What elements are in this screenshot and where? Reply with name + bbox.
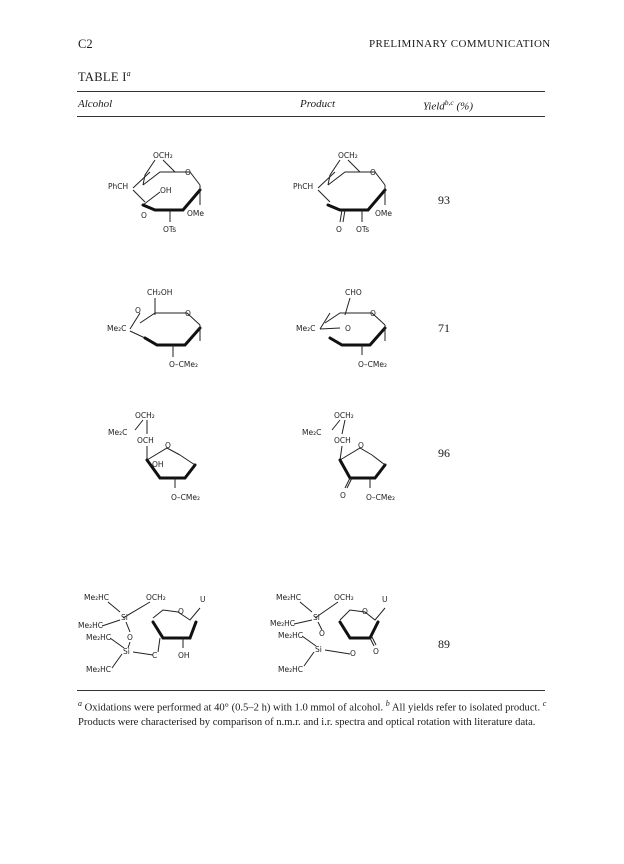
label-ring-o: O <box>362 607 368 616</box>
label-oh: OH <box>178 651 190 660</box>
label-ome: OMe <box>187 209 204 218</box>
row3-yield: 96 <box>438 446 450 460</box>
yield-footnote-marks: b,c <box>444 98 454 107</box>
row1-product-structure <box>290 150 410 235</box>
running-head: PRELIMINARY COMMUNICATION <box>369 38 551 50</box>
label-si-2: Si <box>123 647 130 656</box>
label-me2hc-4: Me₂HC <box>86 665 111 674</box>
row3-product-structure <box>290 410 410 505</box>
label-ring-o: O <box>370 168 376 177</box>
label-me2c: Me₂C <box>108 428 128 437</box>
label-me2c: Me₂C <box>296 324 316 333</box>
footnote-mark-b: b <box>385 699 390 708</box>
label-o: O <box>319 629 325 638</box>
row2-alcohol-structure <box>105 283 225 375</box>
label-me2c: Me₂C <box>107 324 127 333</box>
label-och2: OCH₂ <box>135 411 155 420</box>
footnote-mark-c: c <box>542 699 547 708</box>
table-footnote <box>78 697 548 731</box>
footnote-text-a: Oxidations were performed at 40° (0.5–2 h) with 1.0 mmol of alcohol. <box>84 702 384 714</box>
label-me2hc-4: Me₂HC <box>278 665 303 674</box>
label-ring-o: O <box>185 168 191 177</box>
label-carbonyl-o: O <box>336 225 342 234</box>
label-u: U <box>200 595 206 604</box>
label-c: C <box>152 651 158 660</box>
table-title-footnote-mark: a <box>126 69 131 78</box>
label-ch2oh: CH₂OH <box>147 288 173 297</box>
label-me2hc-1: Me₂HC <box>276 593 301 602</box>
label-si-1: Si <box>313 613 320 622</box>
footnote-text-c: Products were characterised by comparison of n.m.r. and i.r. spectra and optical rotation with literature data. <box>78 717 536 729</box>
row4-product-structure <box>270 590 420 685</box>
label-me2hc-3: Me₂HC <box>278 631 303 640</box>
label-o: O <box>127 633 133 642</box>
yield-unit: (%) <box>456 100 474 113</box>
table-top-rule <box>77 91 545 92</box>
row4-yield: 89 <box>438 637 450 651</box>
label-o: O <box>345 324 351 333</box>
label-si-2: Si <box>315 645 322 654</box>
page-number: C2 <box>78 37 93 51</box>
label-och: OCH <box>334 436 351 445</box>
label-ocme2: O–CMe₂ <box>171 493 200 502</box>
label-oh: OH <box>160 186 172 195</box>
label-ots: OTs <box>356 225 370 234</box>
label-och2: OCH₂ <box>334 411 354 420</box>
label-me2c: Me₂C <box>302 428 322 437</box>
row2-yield: 71 <box>438 321 450 335</box>
row2-product-structure <box>290 283 410 375</box>
label-o: O <box>135 306 141 315</box>
label-me2hc-2: Me₂HC <box>78 621 103 630</box>
row1-alcohol-structure <box>105 150 225 235</box>
row1-yield: 93 <box>438 193 450 207</box>
label-ring-o: O <box>178 607 184 616</box>
label-ring-o: O <box>185 309 191 318</box>
label-och2: OCH₂ <box>338 151 358 160</box>
label-oh: OH <box>152 460 164 469</box>
label-bridge-o: O <box>350 649 356 658</box>
label-u: U <box>382 595 388 604</box>
label-carbonyl-o: O <box>373 647 379 656</box>
label-si-1: Si <box>121 613 128 622</box>
label-phch: PhCH <box>293 182 314 191</box>
label-och: OCH <box>137 436 154 445</box>
label-ring-o: O <box>165 441 171 450</box>
yield-label: Yield <box>423 100 445 113</box>
footnote-mark-a: a <box>78 699 82 708</box>
table-title-text: TABLE I <box>78 70 127 85</box>
column-header-alcohol: Alcohol <box>78 98 113 110</box>
label-ring-o: O <box>358 441 364 450</box>
label-me2hc-2: Me₂HC <box>270 619 295 628</box>
label-o: O <box>141 211 147 220</box>
label-cho: CHO <box>345 288 362 297</box>
label-me2hc-3: Me₂HC <box>86 633 111 642</box>
row3-alcohol-structure <box>105 410 225 505</box>
footnote-text-b: All yields refer to isolated product. <box>391 702 541 714</box>
label-me2hc-1: Me₂HC <box>84 593 109 602</box>
table-header-rule <box>77 116 545 117</box>
label-ocme2: O–CMe₂ <box>366 493 395 502</box>
label-och2: OCH₂ <box>334 593 354 602</box>
table-title <box>78 69 131 85</box>
label-ots: OTs <box>163 225 177 234</box>
table-bottom-rule <box>77 690 545 691</box>
row4-alcohol-structure <box>78 590 228 680</box>
column-header-yield <box>423 98 473 113</box>
column-header-product: Product <box>300 98 336 110</box>
label-ome: OMe <box>375 209 392 218</box>
label-och2: OCH₂ <box>146 593 166 602</box>
label-ocme2: O–CMe₂ <box>358 360 387 369</box>
label-ocme2: O–CMe₂ <box>169 360 198 369</box>
label-phch: PhCH <box>108 182 129 191</box>
label-ring-o: O <box>370 309 376 318</box>
label-och2: OCH₂ <box>153 151 173 160</box>
label-carbonyl-o: O <box>340 491 346 500</box>
